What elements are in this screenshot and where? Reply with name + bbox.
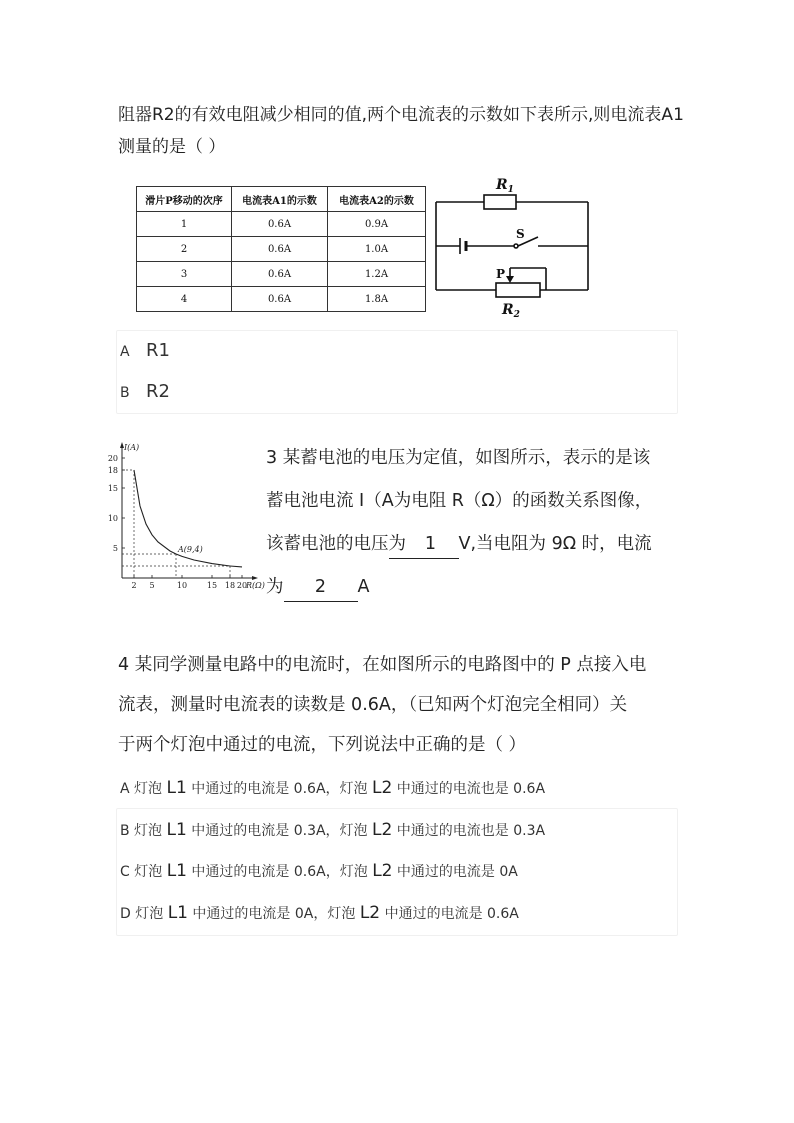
q4-line2: 流表，测量时电流表的读数是 0.6A，（已知两个灯泡完全相同）关 [118, 695, 628, 715]
q3-line2: 蓄电池电流 I（A为电阻 R（Ω）的函数关系图像， [266, 491, 653, 511]
circuit-diagram [430, 170, 600, 320]
current-table [136, 186, 426, 312]
q4-option-c[interactable]: C 灯泡 L1 中通过的电流是 0.6A，灯泡 L2 中通过的电流是 0A [120, 861, 518, 881]
option-letter: B [120, 385, 130, 401]
q3-answer-voltage[interactable]: 1 [403, 530, 459, 559]
point-label: A(9,4) [178, 545, 203, 554]
data-curve-tail [230, 566, 242, 567]
table-header: 电流表A1的示数 [232, 187, 328, 212]
x-tick-label: 18 [224, 581, 236, 590]
table-cell: 1.0A [328, 237, 426, 262]
q2-line2: 测量的是（ ） [118, 137, 226, 157]
table-header: 滑片P移动的次序 [137, 187, 232, 212]
q4-option-b[interactable]: B 灯泡 L1 中通过的电流是 0.3A，灯泡 L2 中通过的电流也是 0.3A [120, 820, 546, 840]
q2-option-b[interactable] [120, 381, 170, 402]
table-cell: 0.6A [232, 287, 328, 312]
table-cell: 0.6A [232, 262, 328, 287]
resistor-r1-symbol [484, 195, 516, 209]
slider-label: P [496, 267, 506, 281]
table-row [137, 287, 426, 312]
x-tick-label: 5 [149, 581, 155, 590]
switch-label: S [516, 227, 525, 241]
y-tick-label: 10 [107, 514, 118, 523]
table-cell: 1.2A [328, 262, 426, 287]
x-axis-arrow [252, 576, 258, 580]
q3-blank-prefix: 为 [389, 530, 403, 559]
y-tick-label: 5 [112, 544, 118, 553]
y-tick-label: 15 [107, 484, 118, 493]
q3-line1: 3 某蓄电池的电压为定值，如图所示，表示的是该 [266, 448, 651, 468]
q3-line4: 为 2 A [266, 573, 686, 616]
x-tick-label: 2 [131, 581, 137, 590]
option-value: R1 [146, 340, 170, 361]
q4-option-a[interactable]: A 灯泡 L1 中通过的电流是 0.6A，灯泡 L2 中通过的电流也是 0.6A [120, 778, 546, 798]
option-letter: A [120, 344, 130, 360]
x-tick-label: 20 [236, 581, 248, 590]
table-cell: 1.8A [328, 287, 426, 312]
q2-option-a[interactable] [120, 340, 170, 361]
table-cell: 0.6A [232, 237, 328, 262]
table-cell: 2 [137, 237, 232, 262]
table-cell: 1 [137, 212, 232, 237]
x-tick-label: 10 [176, 581, 188, 590]
q4-line1: 4 某同学测量电路中的电流时，在如图所示的电路图中的 P 点接入电 [118, 655, 647, 675]
table-cell: 0.6A [232, 212, 328, 237]
r1-label: $R_1$ [496, 177, 514, 195]
y-tick-label: 18 [107, 466, 118, 475]
table-cell: 0.9A [328, 212, 426, 237]
rheostat-r2-symbol [496, 283, 540, 297]
table-row [137, 212, 426, 237]
q3-answer-current[interactable]: 2 [284, 573, 358, 602]
q3-line3: 该蓄电池的电压为 1 V,当电阻为 9Ω 时，电流 [266, 530, 686, 573]
table-cell: 4 [137, 287, 232, 312]
x-axis-label: R(Ω) [246, 581, 265, 590]
table-cell: 3 [137, 262, 232, 287]
y-axis-label: I(A) [124, 443, 140, 452]
r2-label: $R_2$ [502, 302, 520, 320]
q2-options-panel [116, 330, 678, 414]
x-tick-label: 15 [206, 581, 218, 590]
q4-option-d[interactable]: D 灯泡 L1 中通过的电流是 0A，灯泡 L2 中通过的电流是 0.6A [120, 903, 519, 923]
table-row [137, 262, 426, 287]
q2-line1: 阻器R2的有效电阻减少相同的值,两个电流表的示数如下表所示,则电流表A1 [118, 105, 684, 125]
table-header: 电流表A2的示数 [328, 187, 426, 212]
q4-text [118, 650, 698, 770]
q3-text [266, 444, 686, 616]
y-tick-label: 20 [107, 454, 118, 463]
option-value: R2 [146, 381, 170, 402]
q4-line3: 于两个灯泡中通过的电流，下列说法中正确的是（ ） [118, 735, 527, 755]
current-resistance-chart [96, 440, 265, 598]
table-row [137, 237, 426, 262]
